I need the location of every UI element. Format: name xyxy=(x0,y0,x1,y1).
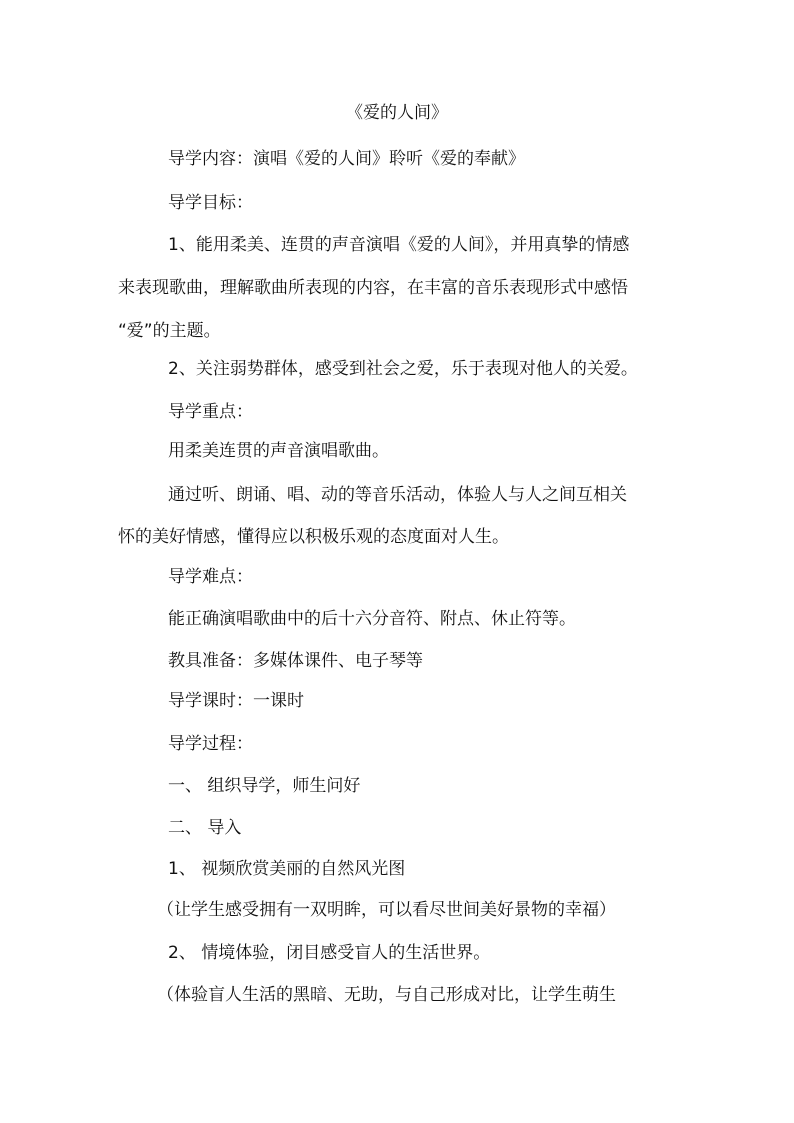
paragraph-line: 能正确演唱歌曲中的后十六分音符、附点、休止符等。 xyxy=(168,609,576,629)
section-heading: 导学难点： xyxy=(168,567,253,587)
document-title: 《爱的人间》 xyxy=(346,103,448,123)
paragraph-line: “爱”的主题。 xyxy=(118,321,221,341)
paragraph-line: 通过听、朗诵、唱、动的等音乐活动，体验人与人之间互相关 xyxy=(168,485,627,505)
list-item: 二、 导入 xyxy=(168,818,242,838)
paragraph-line: 怀的美好情感，懂得应以积极乐观的态度面对人生。 xyxy=(118,527,509,547)
section-heading: 导学过程： xyxy=(168,734,253,754)
section-heading: 导学重点： xyxy=(168,402,253,422)
list-item: 1、 视频欣赏美丽的自然风光图 xyxy=(168,859,406,879)
paragraph-line: 导学内容：演唱《爱的人间》聆听《爱的奉献》 xyxy=(168,149,525,169)
paragraph-line: 教具准备：多媒体课件、电子琴等 xyxy=(168,651,423,671)
section-heading: 导学目标： xyxy=(168,193,253,213)
list-item: 2、 情境体验，闭目感受盲人的生活世界。 xyxy=(168,943,491,963)
list-item: 一、 组织导学，师生问好 xyxy=(168,776,361,796)
paragraph-line: 2、关注弱势群体，感受到社会之爱，乐于表现对他人的关爱。 xyxy=(168,359,638,379)
paragraph-line: （让学生感受拥有一双明眸，可以看尽世间美好景物的幸福） xyxy=(157,900,616,920)
paragraph-line: （体验盲人生活的黑暗、无助，与自己形成对比，让学生萌生 xyxy=(157,985,616,1005)
paragraph-line: 1、能用柔美、连贯的声音演唱《爱的人间》，并用真挚的情感 xyxy=(168,235,630,255)
paragraph-line: 导学课时：一课时 xyxy=(168,691,304,711)
paragraph-line: 用柔美连贯的声音演唱歌曲。 xyxy=(168,441,389,461)
paragraph-line: 来表现歌曲，理解歌曲所表现的内容，在丰富的音乐表现形式中感悟 xyxy=(118,278,628,298)
